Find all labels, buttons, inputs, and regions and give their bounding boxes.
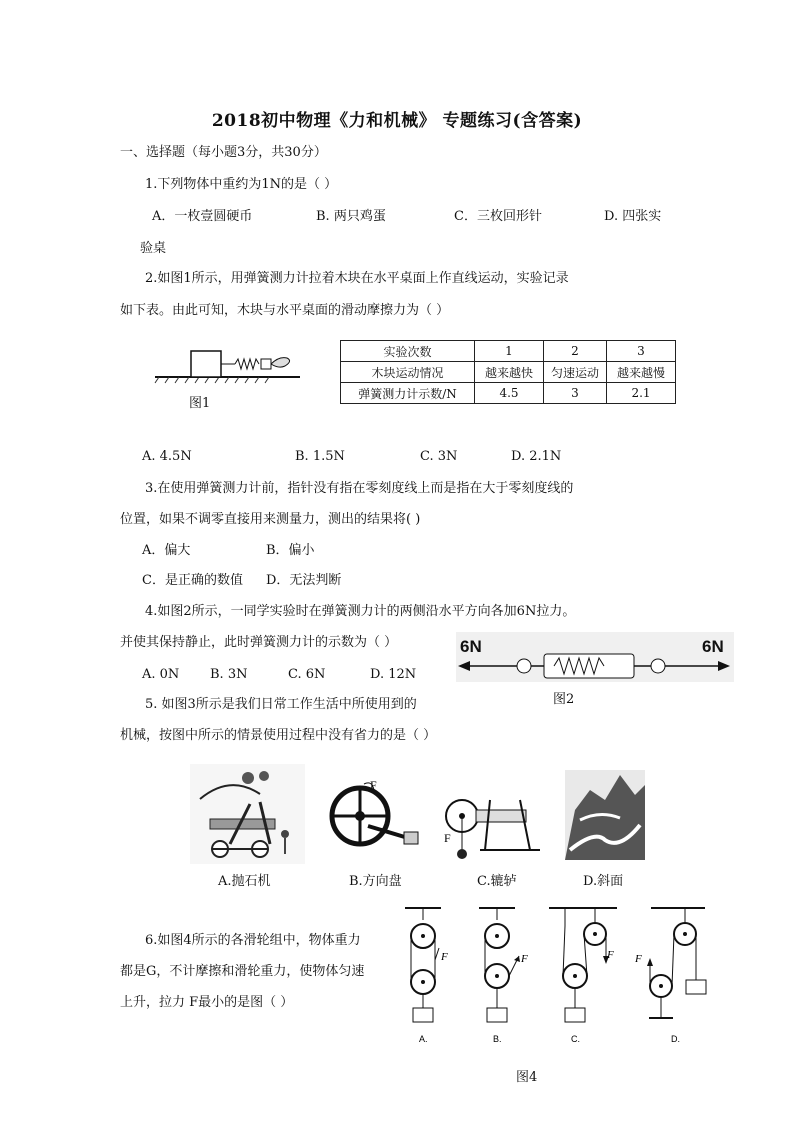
fig4-letter-a: A. <box>419 1034 428 1044</box>
figure-4-label: 图4 <box>516 1070 538 1085</box>
question-4-stem-line1: 4.如图2所示，一同学实验时在弹簧测力计的两侧沿水平方向各加6N拉力。 <box>145 604 576 619</box>
question-2-stem-line1: 2.如图1所示，用弹簧测力计拉着木块在水平桌面上作直线运动，实验记录 <box>145 271 569 286</box>
table-cell: 1 <box>475 341 544 362</box>
force-label-c: F <box>444 831 451 845</box>
force-label-fig4-a: F <box>441 951 448 963</box>
q2-option-d: D. 2.1N <box>511 449 562 464</box>
pulley-system-a <box>405 908 448 1044</box>
q2-option-c: C. 3N <box>420 449 458 464</box>
figure-3-caption-b: B.方向盘 <box>349 874 402 889</box>
incline-figure <box>565 770 645 860</box>
question-2-stem-line2: 如下表。由此可知，木块与水平桌面的滑动摩擦力为（ ） <box>120 303 450 318</box>
table-cell: 3 <box>607 341 676 362</box>
force-label-fig4-b: F <box>521 953 528 965</box>
question-6-stem-line2: 都是G，不计摩擦和滑轮重力，使物体匀速 <box>120 964 365 979</box>
q4-option-c: C. 6N <box>288 667 326 682</box>
figure-3-caption-a: A.抛石机 <box>218 874 271 889</box>
q1-option-d: D. 四张实 <box>604 209 662 224</box>
q4-option-a: A. 0N <box>142 667 180 682</box>
question-3-stem-line1: 3.在使用弹簧测力计前，指针没有指在零刻度线上而是指在大于零刻度线的 <box>145 481 574 496</box>
table-cell: 3 <box>544 383 607 404</box>
force-label-b: F <box>370 778 377 792</box>
q1-option-a: A．一枚壹圆硬币 <box>152 209 253 224</box>
fig4-letter-c: C. <box>571 1034 580 1044</box>
q2-option-b: B. 1.5N <box>295 449 345 464</box>
q4-option-d: D. 12N <box>370 667 417 682</box>
steering-wheel-figure <box>328 776 428 861</box>
table-cell: 实验次数 <box>341 341 475 362</box>
figure-1-label: 图1 <box>189 396 211 411</box>
force-label-fig4-c: F <box>607 949 614 961</box>
figure-3-caption-d: D.斜面 <box>583 874 624 889</box>
catapult-figure <box>190 764 305 864</box>
table-cell: 2 <box>544 341 607 362</box>
table-row <box>341 362 676 383</box>
question-5-stem-line2: 机械，按图中所示的情景使用过程中没有省力的是（ ） <box>120 728 437 743</box>
table-cell: 弹簧测力计示数/N <box>341 383 475 404</box>
page-title: 2018初中物理《力和机械》 专题练习(含答案) <box>211 111 583 131</box>
q4-option-b: B. 3N <box>210 667 248 682</box>
fig4-letter-b: B. <box>493 1034 502 1044</box>
question-4-stem-line2: 并使其保持静止，此时弹簧测力计的示数为（ ） <box>120 635 398 650</box>
force-right-label: 6N <box>702 637 724 656</box>
q1-option-c: C．三枚回形针 <box>454 209 542 224</box>
figure-2-spring-scale <box>456 632 734 682</box>
q3-option-b: B．偏小 <box>266 543 315 558</box>
q2-option-a: A. 4.5N <box>142 449 192 464</box>
pulley-system-b <box>479 908 528 1044</box>
force-left-label: 6N <box>460 637 482 656</box>
q1-option-b: B. 两只鸡蛋 <box>316 209 386 224</box>
pulley-system-c <box>549 908 617 1044</box>
fig4-letter-d: D. <box>671 1034 680 1044</box>
figure-2-label: 图2 <box>553 692 575 707</box>
figure-1-block-spring <box>155 345 305 385</box>
table-cell: 2.1 <box>607 383 676 404</box>
question-1-stem: 1.下列物体中重约为1N的是（ ） <box>145 177 338 192</box>
pulley-system-d <box>634 908 706 1044</box>
question-5-stem-line1: 5. 如图3所示是我们日常工作生活中所使用到的 <box>145 697 417 712</box>
table-cell: 越来越慢 <box>607 362 676 383</box>
q3-option-a: A．偏大 <box>142 543 191 558</box>
table-row <box>341 383 676 404</box>
figure-4-pulley-systems <box>395 900 715 1050</box>
table-cell: 越来越快 <box>475 362 544 383</box>
table-header-row <box>341 341 676 362</box>
q1-option-d-wrap: 验桌 <box>140 241 167 256</box>
windlass-figure <box>440 790 550 865</box>
table-cell: 木块运动情况 <box>341 362 475 383</box>
experiment-table <box>340 340 676 404</box>
figure-3-caption-c: C.辘轳 <box>477 874 517 889</box>
table-cell: 4.5 <box>475 383 544 404</box>
question-3-stem-line2: 位置，如果不调零直接用来测量力，测出的结果将( ) <box>120 512 421 527</box>
force-label-fig4-d: F <box>635 953 642 965</box>
table-cell: 匀速运动 <box>544 362 607 383</box>
section-heading: 一、选择题（每小题3分，共30分） <box>120 145 327 160</box>
question-6-stem-line3: 上升，拉力 F最小的是图（ ） <box>120 995 294 1010</box>
question-6-stem-line1: 6.如图4所示的各滑轮组中，物体重力 <box>145 933 361 948</box>
q3-option-d: D．无法判断 <box>266 573 342 588</box>
q3-option-c: C．是正确的数值 <box>142 573 243 588</box>
